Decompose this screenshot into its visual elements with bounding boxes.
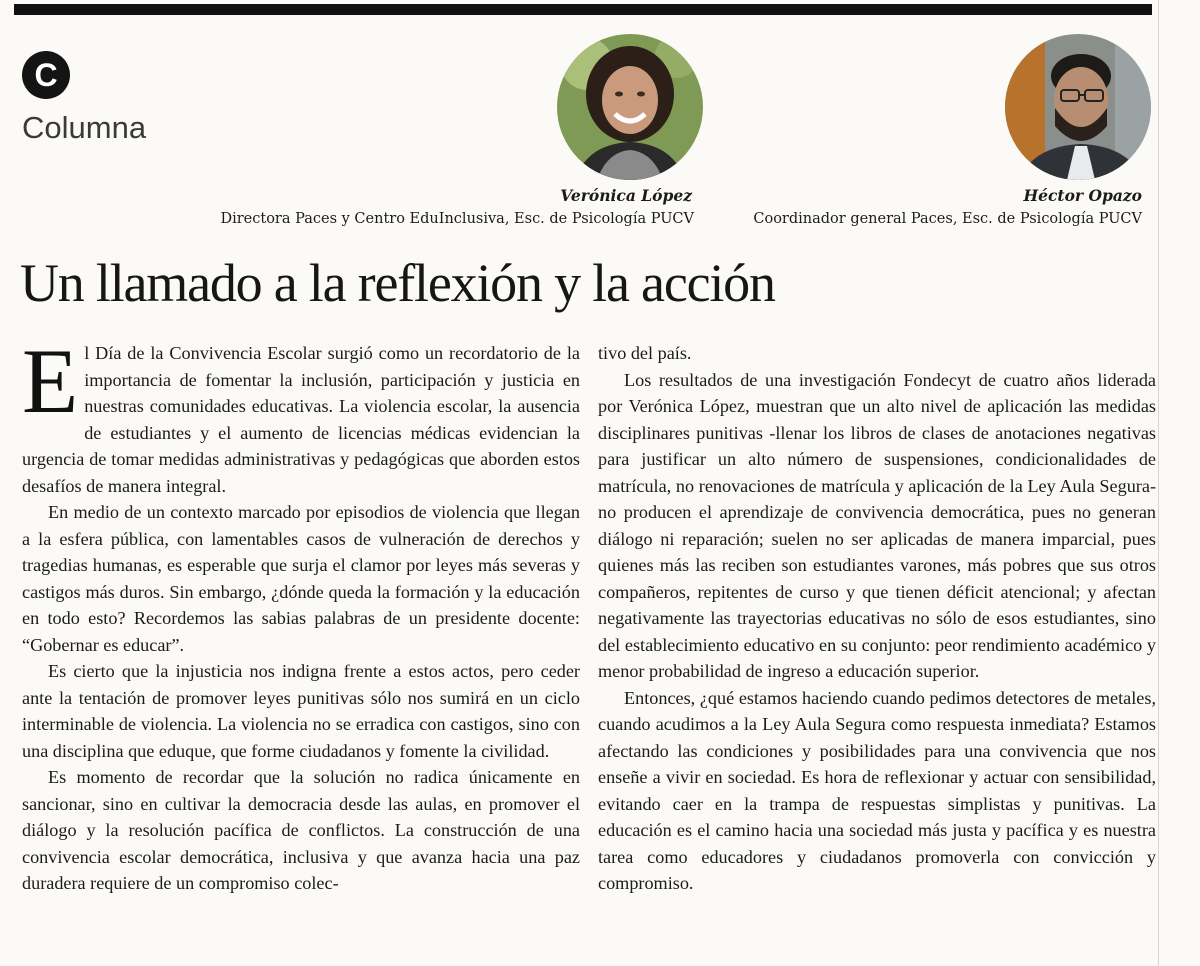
- author-photo-hector: [1005, 34, 1151, 180]
- paragraph: Entonces, ¿qué estamos haciendo cuando pedimos detectores de metales, cuando acudimos a la Ley Aula Segura como respuesta inmediata? Estamos afectando las condiciones y posibilidades para una convivencia que nos enseñe a vivir en sociedad. Es hora de reflexionar y actuar con sensibilidad, evitando caer en la trampa de respuestas simplistas y punitivas. La educación es el camino hacia una sociedad más justa y pacífica y es nuestra tarea como educadores y ciudadanos promoverla con convicción y compromiso.: [598, 687, 1156, 893]
- headline: Un llamado a la reflexión y la acción: [20, 253, 775, 313]
- paragraph: En medio de un contexto marcado por episodios de violencia que llegan a la esfera pública, con lamentables casos de vulneración de derechos y tragedias humanas, es esperable que surja el clamor por leyes más severas y castigos más duros. Sin embargo, ¿dónde queda la formación y la educación en todo esto? Recordemos las sabias palabras de un presidente docente: “Gobernar es educar”.: [22, 502, 580, 655]
- body-column-right: [598, 340, 1156, 897]
- author-name-1: Verónica López: [560, 186, 692, 205]
- page-edge-rule: [1158, 0, 1159, 966]
- paragraph-text: l Día de la Convivencia Escolar surgió como un recordatorio de la importancia de fomentar la inclusión, participación y justicia en nuestras comunidades educativas. La violencia escolar, la ausencia de estudiantes y el aumento de licencias médicas evidencian la urgencia de tomar medidas administrativas y pedagógicas que aborden estos desafíos de manera integral.: [22, 343, 580, 496]
- section-badge: C: [22, 51, 70, 99]
- section-label: Columna: [22, 110, 147, 145]
- author-role-2: Coordinador general Paces, Esc. de Psicología PUCV: [753, 211, 1142, 227]
- paragraph: tivo del país.: [598, 343, 692, 363]
- author-role-1: Directora Paces y Centro EduInclusiva, Esc. de Psicología PUCV: [220, 211, 694, 227]
- author-photo-veronica: [557, 34, 703, 180]
- top-rule: [14, 4, 1152, 15]
- dropcap: E: [22, 330, 79, 432]
- author-name-2: Héctor Opazo: [1023, 186, 1142, 205]
- paragraph: Es momento de recordar que la solución no radica únicamente en sancionar, sino en cultivar la democracia desde las aulas, en promover el diálogo y la resolución pacífica de conflictos. La construcción de una convivencia escolar democrática, inclusiva y que avanza hacia una paz duradera requiere de un compromiso colec-: [22, 767, 580, 893]
- paragraph: [22, 330, 580, 499]
- paragraph: Los resultados de una investigación Fondecyt de cuatro años liderada por Verónica López, muestran que un alto nivel de aplicación las medidas disciplinares punitivas -llenar los libros de clases de anotaciones negativas para justificar un alto número de suspensiones, condicionalidades de matrícula, no renovaciones de matrícula y aplicación de la Ley Aula Segura- no producen el aprendizaje de convivencia democrática, pues no generan diálogo ni reparación; suelen no ser aplicadas de manera imparcial, pues quienes más las reciben son estudiantes varones, más pobres que sus otros compañeros, repitentes de curso y que tienen déficit atencional; y afectan negativamente las trayectorias educativas no sólo de esos estudiantes, sino del establecimiento educativo en su conjunto: peor rendimiento académico y menor probabilidad de ingreso a educación superior.: [598, 369, 1156, 681]
- paragraph: Es cierto que la injusticia nos indigna frente a estos actos, pero ceder ante la tentación de promover leyes punitivas sólo nos sumirá en un ciclo interminable de violencia. La violencia no se erradica con castigos, sino con una disciplina que eduque, que forme ciudadanos y fomente la civilidad.: [22, 661, 580, 761]
- body-column-left: [22, 330, 580, 897]
